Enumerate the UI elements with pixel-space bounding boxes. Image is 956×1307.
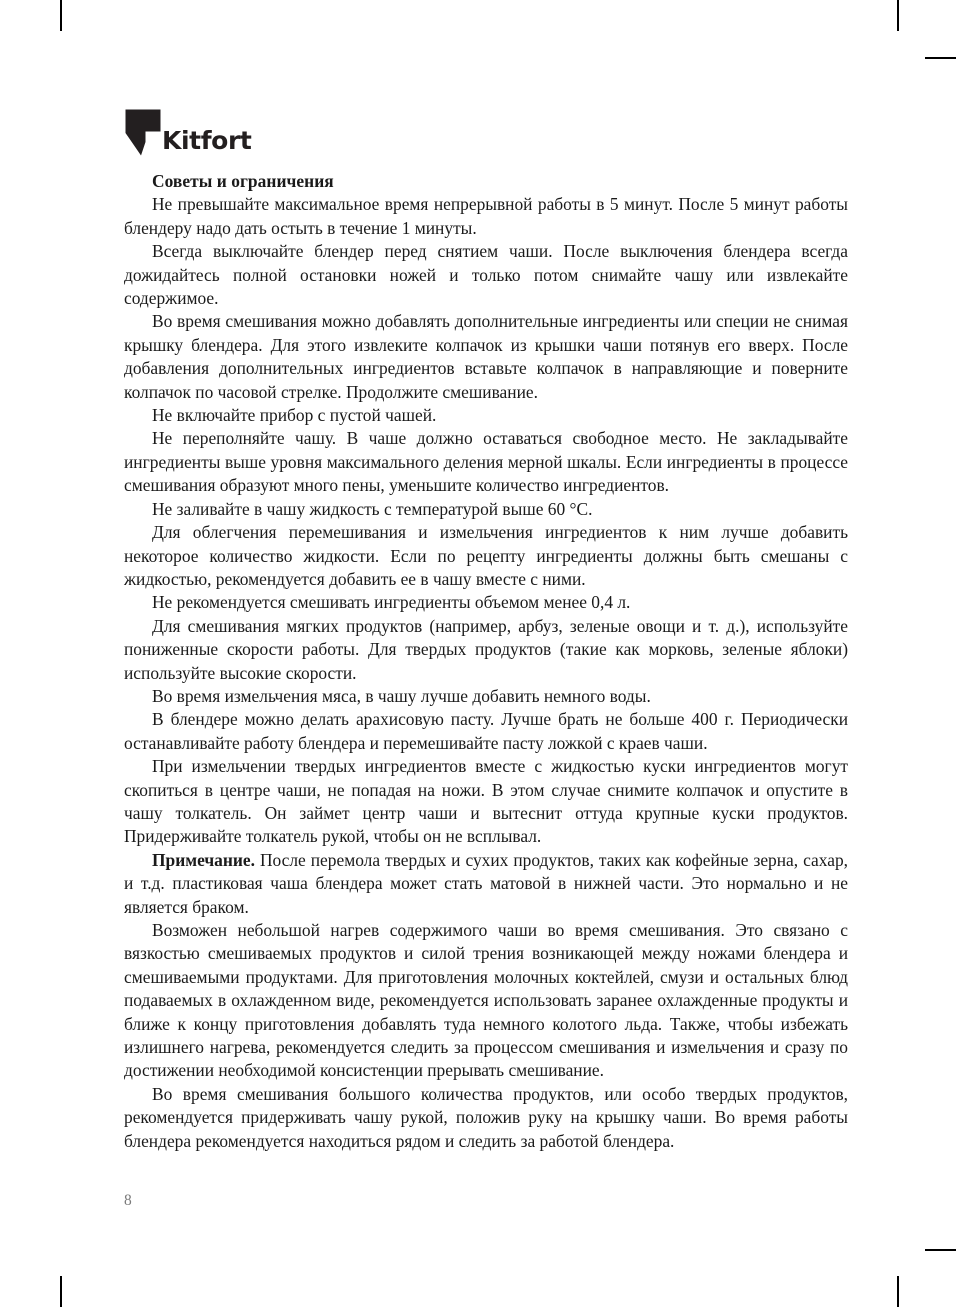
crop-mark-top-left — [60, 0, 62, 31]
paragraph-8: Не рекомендуется смешивать ингредиенты объемом менее 0,4 л. — [152, 592, 631, 613]
crop-mark-top-right — [897, 0, 899, 31]
crop-mark-bottom-left — [60, 1276, 62, 1307]
brand-name: Kitfort — [162, 126, 252, 155]
paragraph-14: Возможен небольшой нагрев содержимого чаши во время смешивания. Это связано с вязкостью смешиваемых продуктов и силой трения возникающей между ножами блендера и смешиваемыми продуктами. Для приготовления молочных коктейлей, смузи и остальных блюд подаваемых в охлажденном виде, рекомендуется использовать заранее охлажденные продукты и ближе к концу приготовления добавлять туда немного колотого льда. Также, чтобы избежать излишнего нагрева, рекомендуется следить за процессом смешивания и измельчения и сразу по достижении необходимой консистенции прерывать смешивание. — [124, 920, 848, 1081]
page-title: Советы и ограничения — [152, 171, 334, 191]
paragraph-7: Для облегчения перемешивания и измельчения ингредиентов к ним лучше добавить некоторое количество жидкости. Если по рецепту ингредиенты должны быть смешаны с жидкостью, рекомендуется добавить ее в чашу вместе с ними. — [124, 522, 848, 589]
paragraph-3: Во время смешивания можно добавлять дополнительные ингредиенты или специи не снимая крышку блендера. Для этого извлеките колпачок из крышки чаши потянув его вверх. После добавления дополнительных ингредиентов вставьте колпачок в направляющие и поверните колпачок по часовой стрелке. Продолжите смешивание. — [124, 311, 848, 402]
paragraph-4: Не включайте прибор с пустой чашей. — [152, 405, 437, 426]
paragraph-11: В блендере можно делать арахисовую пасту. Лучше брать не больше 400 г. Периодически останавливайте работу блендера и перемешивайте пасту ложкой с краев чаши. — [124, 709, 848, 753]
brand-logo — [125, 104, 848, 156]
kitfort-logo-icon — [125, 109, 161, 156]
paragraph-1: Не превышайте максимальное время непрерывной работы в 5 минут. После 5 минут работы блендеру надо дать остыть в течение 1 минуты. — [124, 194, 848, 238]
crop-mark-bottom-right — [897, 1276, 899, 1307]
note-body-text: После перемола твердых и сухих продуктов, таких как кофейные зерна, сахар, и т.д. пластиковая чаша блендера может стать матовой в нижней части. Это нормально и не является браком. — [124, 849, 848, 917]
crop-mark-right-top — [925, 57, 956, 59]
document-body — [124, 170, 848, 1153]
paragraph-5: Не переполняйте чашу. В чаше должно оставаться свободное место. Не закладывайте ингредиенты выше уровня максимального деления мерной шкалы. Если ингредиенты в процессе смешивания образуют много пены, уменьшите количество ингредиентов. — [124, 428, 848, 496]
page-number: 8 — [124, 1192, 132, 1209]
note-lead-label: Примечание. — [152, 849, 255, 870]
crop-mark-right-bottom — [925, 1249, 956, 1251]
paragraph-13-note — [124, 849, 848, 919]
paragraph-15: Во время смешивания большого количества продуктов, или особо твердых продуктов, рекомендуется придерживать чашу рукой, положив руку на крышку чаши. Во время работы блендера рекомендуется находиться рядом и следить за работой блендера. — [124, 1083, 848, 1151]
paragraph-9: Для смешивания мягких продуктов (например, арбуз, зеленые овощи и т. д.), используйте пониженные скорости работы. Для твердых продуктов (такие как морковь, зеленые яблоки) используйте высокие скорости. — [124, 615, 848, 683]
paragraph-6: Не заливайте в чашу жидкость с температурой выше 60 °С. — [152, 498, 593, 519]
page-content — [124, 104, 848, 1153]
paragraph-10: Во время измельчения мяса, в чашу лучше добавить немного воды. — [152, 685, 651, 706]
paragraph-12: При измельчении твердых ингредиентов вместе с жидкостью куски ингредиентов могут скопиться в центре чаши, не попадая на ножи. В этом случае снимите колпачок и опустите в чашу толкатель. Он займет центр чаши и вытеснит оттуда крупные куски продуктов. Придерживайте толкатель рукой, чтобы он не всплывал. — [124, 756, 848, 847]
paragraph-2: Всегда выключайте блендер перед снятием чаши. После выключения блендера всегда дожидайтесь полной остановки ножей и только потом снимайте чашу или извлекайте содержимое. — [124, 241, 848, 309]
